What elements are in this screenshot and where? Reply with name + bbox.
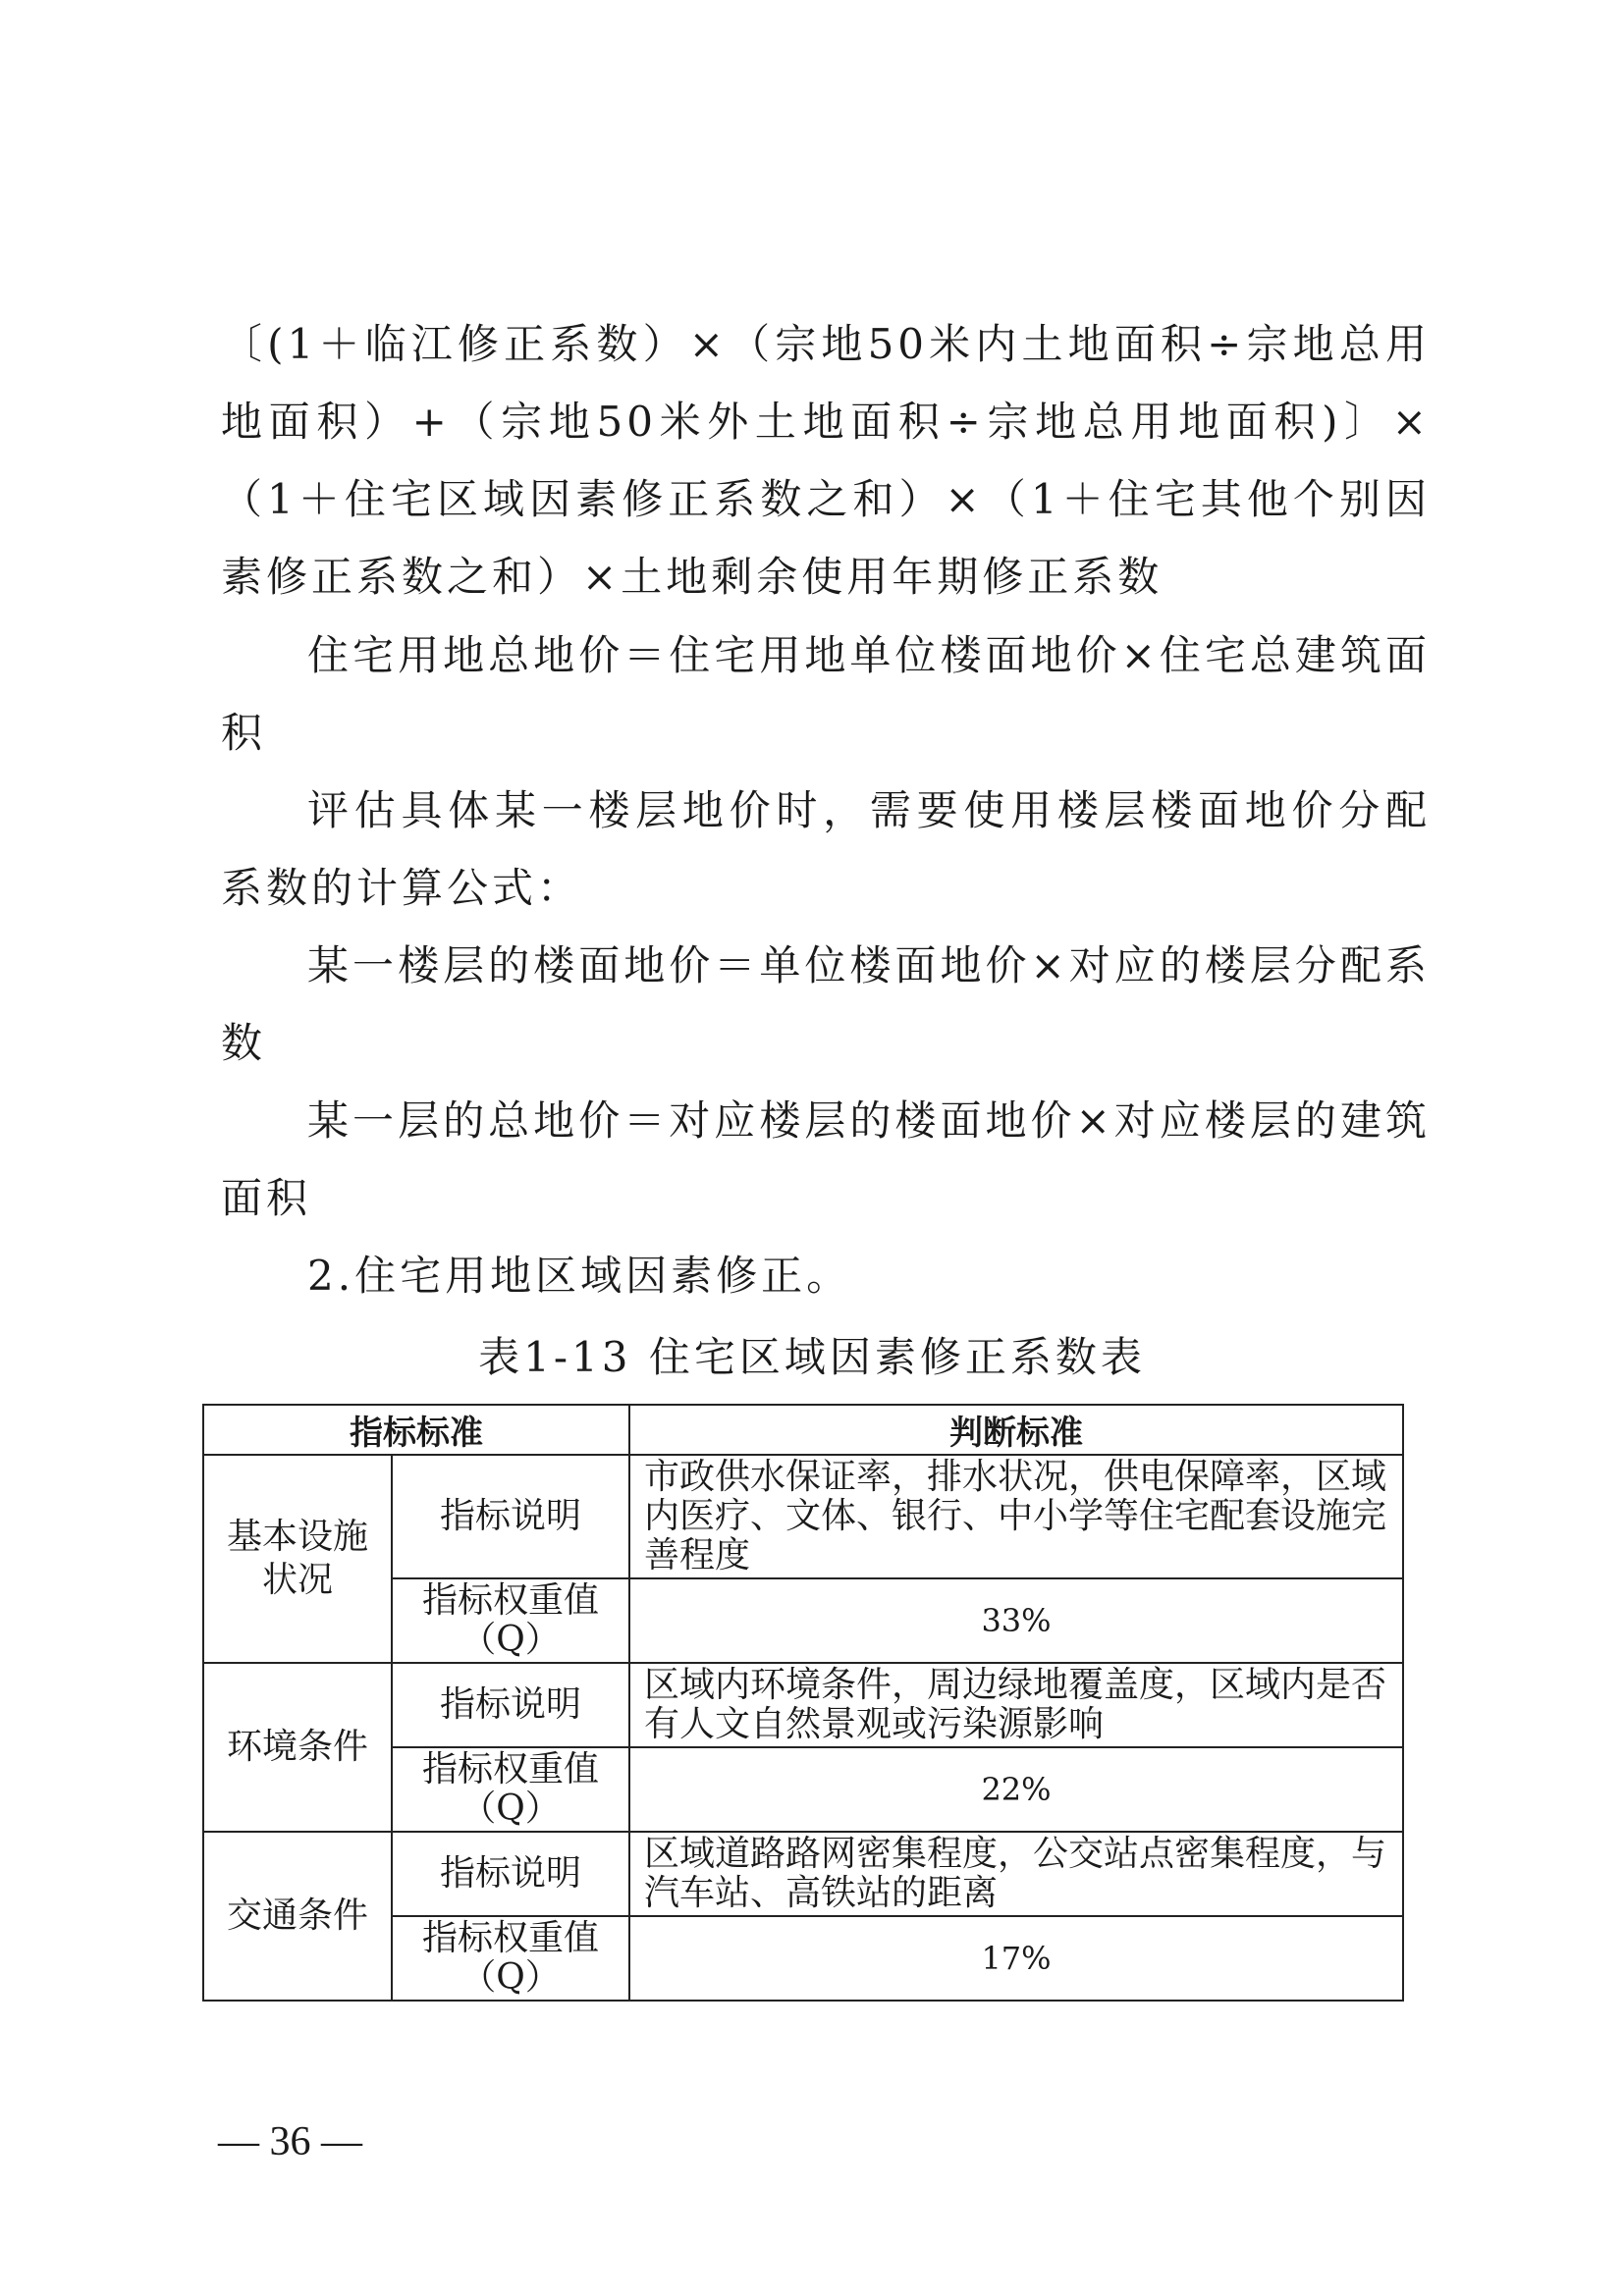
category-cell: 交通条件 [203,1832,392,2001]
table-header-row [203,1405,1403,1455]
table-row [203,1455,1403,1578]
weight-value-cell: 22% [629,1747,1403,1832]
header-indicator: 指标标准 [203,1405,629,1455]
floor-price-intro: 评估具体某一楼层地价时，需要使用楼层楼面地价分配系数的计算公式： [221,786,1431,912]
desc-label-cell: 指标说明 [392,1663,629,1747]
section-heading: 2.住宅用地区域因素修正。 [307,1252,852,1300]
floor-unit-price-formula: 某一楼层的楼面地价＝单位楼面地价×对应的楼层分配系数 [221,941,1431,1067]
regional-factor-table [202,1404,1404,2002]
weight-label-cell: 指标权重值（Q） [392,1747,629,1832]
formula-paragraph: 〔(1＋临江修正系数）×（宗地50米内土地面积÷宗地总用地面积）+（宗地50米外土地面积÷宗地总用地面积)〕×（1＋住宅区域因素修正系数之和）×（1＋住宅其他个别因素修正系数之和）×土地剩余使用年期修正系数 [221,320,1431,601]
page-number: — 36 — [218,2119,362,2164]
table-row [203,1832,1403,1916]
description-cell: 市政供水保证率，排水状况，供电保障率，区域内医疗、文体、银行、中小学等住宅配套设施完善程度 [629,1455,1403,1578]
weight-value-cell: 33% [629,1578,1403,1663]
total-price-formula: 住宅用地总地价＝住宅用地单位楼面地价×住宅总建筑面积 [221,631,1431,757]
table-caption: 表1-13 住宅区域因素修正系数表 [478,1333,1146,1381]
weight-label-cell: 指标权重值（Q） [392,1578,629,1663]
desc-label-cell: 指标说明 [392,1455,629,1578]
table-row [203,1663,1403,1747]
floor-total-price-formula: 某一层的总地价＝对应楼层的楼面地价×对应楼层的建筑面积 [221,1096,1431,1222]
weight-label-cell: 指标权重值（Q） [392,1916,629,2001]
description-cell: 区域道路路网密集程度，公交站点密集程度，与汽车站、高铁站的距离 [629,1832,1403,1916]
header-judgment: 判断标准 [629,1405,1403,1455]
weight-value-cell: 17% [629,1916,1403,2001]
desc-label-cell: 指标说明 [392,1832,629,1916]
category-cell: 环境条件 [203,1663,392,1832]
category-cell: 基本设施状况 [203,1455,392,1663]
description-cell: 区域内环境条件，周边绿地覆盖度，区域内是否有人文自然景观或污染源影响 [629,1663,1403,1747]
